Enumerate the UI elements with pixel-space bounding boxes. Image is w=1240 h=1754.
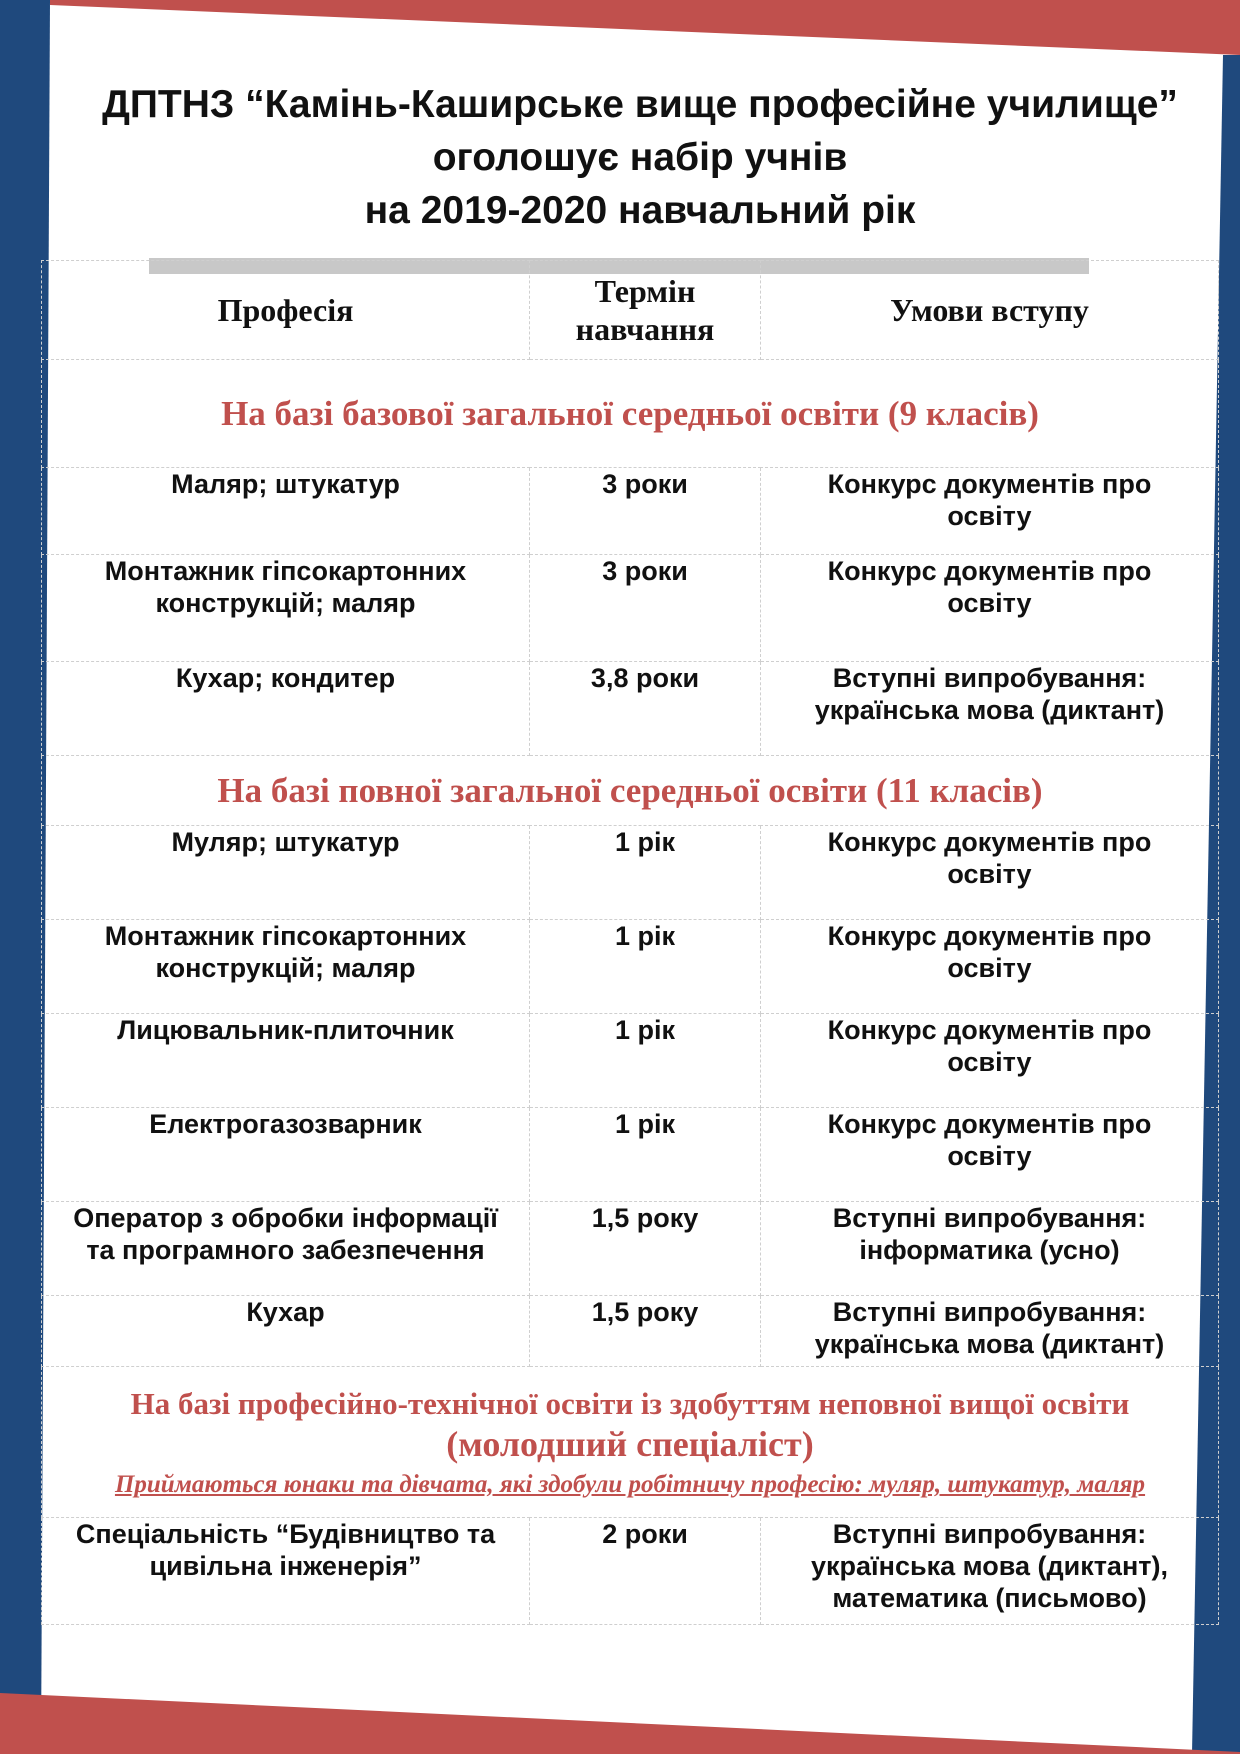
section3-heading-line-1: На базі професійно-технічної освіти із здобуттям неповної вищої освіти: [130, 1386, 1130, 1421]
conditions-cell: [761, 468, 1219, 555]
profession-cell-line: цивільна інженерія”: [149, 1551, 422, 1581]
duration-cell: 2 роки: [530, 1518, 761, 1625]
duration-cell: 3,8 роки: [530, 662, 761, 756]
conditions-cell-line: освіту: [947, 1141, 1032, 1171]
profession-cell: [42, 826, 530, 920]
duration-cell: 1,5 року: [530, 1202, 761, 1296]
top-red-band: [50, 0, 1240, 55]
conditions-cell-line: освіту: [947, 859, 1032, 889]
profession-cell: [42, 468, 530, 555]
table-row: [42, 1108, 1219, 1202]
duration-cell: 3 роки: [530, 468, 761, 555]
profession-cell: [42, 1202, 530, 1296]
conditions-cell-line: Конкурс документів про: [827, 1109, 1152, 1139]
section-row: [42, 360, 1219, 468]
profession-cell: [42, 920, 530, 1014]
conditions-cell: [761, 1202, 1219, 1296]
conditions-cell-line: українська мова (диктант): [814, 695, 1165, 725]
header-profession: Професія: [42, 261, 530, 360]
table-row: [42, 555, 1219, 662]
conditions-cell: [761, 826, 1219, 920]
duration-cell: 1 рік: [530, 920, 761, 1014]
table-row: [42, 468, 1219, 555]
section-heading-11-grades: На базі повної загальної середньої освіти (11 класів): [42, 756, 1219, 826]
table-row: [42, 1518, 1219, 1625]
profession-cell: [42, 555, 530, 662]
profession-cell-line: Спеціальність “Будівництво та: [75, 1519, 496, 1549]
profession-cell-line: Лицювальник-плиточник: [117, 1015, 454, 1045]
duration-cell: 1 рік: [530, 1108, 761, 1202]
conditions-cell: [761, 555, 1219, 662]
conditions-cell-line: Конкурс документів про: [827, 556, 1152, 586]
conditions-cell-line: Конкурс документів про: [827, 827, 1152, 857]
profession-cell: [42, 1108, 530, 1202]
table-row: [42, 1202, 1219, 1296]
profession-cell-line: конструкцій; маляр: [155, 588, 416, 618]
profession-cell: [42, 662, 530, 756]
profession-cell: [42, 1296, 530, 1367]
conditions-cell: [761, 1108, 1219, 1202]
section-row: [42, 1367, 1219, 1518]
conditions-cell-line: освіту: [947, 953, 1032, 983]
profession-cell-line: Кухар; кондитер: [175, 663, 396, 693]
profession-cell-line: Монтажник гіпсокартонних: [104, 556, 467, 586]
conditions-cell-line: освіту: [947, 588, 1032, 618]
duration-cell: 1,5 року: [530, 1296, 761, 1367]
conditions-cell: [761, 1296, 1219, 1367]
conditions-cell-line: інформатика (усно): [859, 1235, 1120, 1265]
conditions-cell-line: Вступні випробування:: [832, 1203, 1147, 1233]
duration-cell: 3 роки: [530, 555, 761, 662]
table-row: [42, 1296, 1219, 1367]
profession-cell-line: Електрогазозварник: [149, 1109, 422, 1139]
conditions-cell-line: Конкурс документів про: [827, 469, 1152, 499]
table-header-row: [42, 261, 1219, 360]
conditions-cell: [761, 920, 1219, 1014]
header-conditions: Умови вступу: [761, 261, 1219, 360]
title-line-1: ДПТНЗ “Камінь-Каширське вище професійне училище”: [102, 83, 1178, 126]
header-duration: [530, 261, 761, 360]
conditions-cell: [761, 1014, 1219, 1108]
conditions-cell-line: Конкурс документів про: [827, 921, 1152, 951]
section1-rows: [42, 468, 1219, 756]
title-line-3: на 2019-2020 навчальний рік: [364, 189, 916, 232]
profession-cell-line: Кухар: [246, 1297, 325, 1327]
header-duration-line-1: Термін: [594, 273, 696, 309]
title-line-2: оголошує набір учнів: [432, 136, 848, 179]
profession-cell-line: Муляр; штукатур: [171, 827, 400, 857]
profession-cell-line: та програмного забезпечення: [86, 1235, 485, 1265]
section3-heading-line-2: (молодший спеціаліст): [446, 1424, 814, 1464]
section-heading-9-grades: На базі базової загальної середньої освіти (9 класів): [42, 360, 1219, 468]
admission-table: [41, 260, 1219, 1625]
section-row: [42, 756, 1219, 826]
profession-cell-line: Монтажник гіпсокартонних: [104, 921, 467, 951]
conditions-cell-line: Конкурс документів про: [827, 1015, 1152, 1045]
section3-rows: [42, 1518, 1219, 1625]
conditions-cell-line: Вступні випробування:: [832, 1297, 1147, 1327]
section2-rows: [42, 826, 1219, 1367]
conditions-cell-line: математика (письмово): [832, 1583, 1147, 1613]
conditions-cell-line: Вступні випробування:: [832, 663, 1147, 693]
section-heading-junior-specialist: [42, 1367, 1219, 1518]
header-duration-line-2: навчання: [575, 311, 715, 347]
conditions-cell-line: українська мова (диктант): [814, 1329, 1165, 1359]
table-row: [42, 1014, 1219, 1108]
section3-admission-note: Приймаються юнаки та дівчата, які здобули робітничу професію: муляр, штукатур, маляр: [114, 1471, 1146, 1498]
duration-cell: 1 рік: [530, 826, 761, 920]
profession-cell-line: Маляр; штукатур: [171, 469, 400, 499]
conditions-cell-line: українська мова (диктант),: [811, 1551, 1168, 1581]
profession-cell: [42, 1518, 530, 1625]
conditions-cell-line: освіту: [947, 1047, 1032, 1077]
conditions-cell: [761, 1518, 1219, 1625]
duration-cell: 1 рік: [530, 1014, 761, 1108]
bottom-red-band: [0, 1693, 1240, 1754]
announcement-title: [50, 78, 1230, 237]
profession-cell: [42, 1014, 530, 1108]
conditions-cell-line: Вступні випробування:: [832, 1519, 1147, 1549]
profession-cell-line: конструкцій; маляр: [155, 953, 416, 983]
table-row: [42, 826, 1219, 920]
conditions-cell-line: освіту: [947, 501, 1032, 531]
table-row: [42, 662, 1219, 756]
conditions-cell: [761, 662, 1219, 756]
table-row: [42, 920, 1219, 1014]
profession-cell-line: Оператор з обробки інформації: [73, 1203, 498, 1233]
